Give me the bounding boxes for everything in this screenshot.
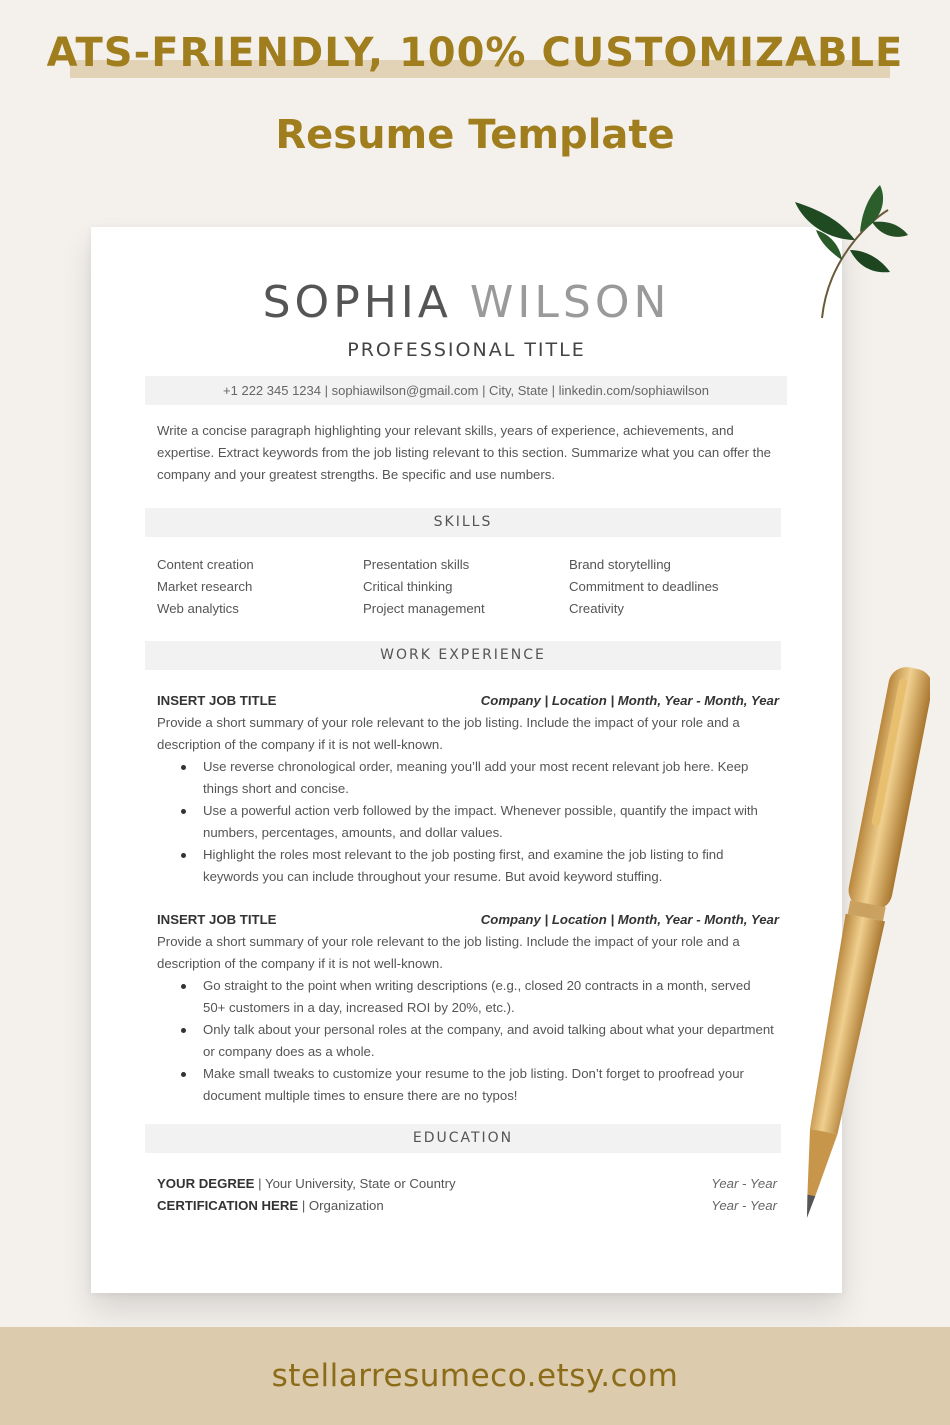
job-header <box>157 909 779 931</box>
professional-title: PROFESSIONAL TITLE <box>347 339 586 361</box>
bullet-item <box>157 756 779 800</box>
work-experience-heading: WORK EXPERIENCE <box>145 641 781 670</box>
certification-detail: | Organization <box>298 1198 384 1213</box>
bullet-text: Use reverse chronological order, meaning you’ll add your most recent relevant job here. Keep things short and concise. <box>203 759 749 796</box>
skill-item: Market research <box>157 579 253 594</box>
bullet-item <box>157 800 779 844</box>
headline-block <box>0 0 950 100</box>
job-summary: Provide a short summary of your role relevant to the job listing. Include the impact of your role and a description of the company if it is not well-known. <box>157 715 740 752</box>
skill-item: Presentation skills <box>363 557 470 572</box>
skills-column <box>569 554 775 620</box>
resume-name <box>91 277 842 328</box>
job-meta: Company | Location | Month, Year - Month, Year <box>480 912 779 927</box>
skill-item: Web analytics <box>157 601 239 616</box>
skills-column <box>157 554 363 620</box>
job-title: INSERT JOB TITLE <box>157 693 277 708</box>
bullet-icon <box>181 853 186 858</box>
job-bullets <box>157 975 779 1107</box>
education-years: Year - Year <box>711 1198 777 1213</box>
job-summary: Provide a short summary of your role relevant to the job listing. Include the impact of your role and a description of the company if it is not well-known. <box>157 934 740 971</box>
gold-pen-icon <box>790 655 930 1230</box>
bullet-icon <box>181 984 186 989</box>
bullet-item <box>157 844 779 888</box>
summary-paragraph: Write a concise paragraph highlighting your relevant skills, years of experience, achievements, and expertise. Extract keywords from the job listing relevant to this section. Summarize what you can offer the company and your greatest strengths. Be specific and use numbers. <box>157 423 771 482</box>
bullet-icon <box>181 809 186 814</box>
education-row <box>157 1173 777 1195</box>
resume-page <box>91 227 842 1293</box>
bullet-text: Go straight to the point when writing descriptions (e.g., closed 20 contracts in a month, served 50+ customers in a day, increased ROI by 20%, etc.). <box>203 978 751 1015</box>
education-entry <box>157 1195 384 1217</box>
education-entry <box>157 1173 456 1195</box>
skill-item: Project management <box>363 601 485 616</box>
shop-url[interactable]: stellarresumeco.etsy.com <box>271 1358 679 1394</box>
bullet-text: Highlight the roles most relevant to the job posting first, and examine the job listing to find keywords you can include throughout your resume. But avoid keyword stuffing. <box>203 847 724 884</box>
education-row <box>157 1195 777 1217</box>
job-entry <box>157 909 779 1107</box>
bullet-text: Use a powerful action verb followed by the impact. Whenever possible, quantify the impact with numbers, percentages, amounts, and dollar values. <box>203 803 758 840</box>
degree-detail: | Your University, State or Country <box>254 1176 456 1191</box>
skills-column <box>363 554 569 620</box>
skill-item: Content creation <box>157 557 254 572</box>
education-heading: EDUCATION <box>145 1124 781 1153</box>
skill-item: Commitment to deadlines <box>569 579 719 594</box>
job-title: INSERT JOB TITLE <box>157 912 277 927</box>
skill-item: Creativity <box>569 601 624 616</box>
skills-heading: SKILLS <box>145 508 781 537</box>
headline: ATS-FRIENDLY, 100% CUSTOMIZABLE <box>46 30 904 76</box>
degree-label: YOUR DEGREE <box>157 1176 255 1191</box>
plant-leaves-icon <box>780 180 910 320</box>
bullet-text: Only talk about your personal roles at the company, and avoid talking about what your department or company does as a whole. <box>203 1022 774 1059</box>
bullet-item <box>157 975 779 1019</box>
bullet-text: Make small tweaks to customize your resume to the job listing. Don’t forget to proofread your document multiple times to ensure there are no typos! <box>203 1066 744 1103</box>
first-name: SOPHIA <box>262 277 452 328</box>
last-name: WILSON <box>469 277 671 328</box>
education-years: Year - Year <box>711 1176 777 1191</box>
skill-item: Brand storytelling <box>569 557 671 572</box>
shop-footer <box>0 1327 950 1425</box>
job-bullets <box>157 756 779 888</box>
bullet-item <box>157 1063 779 1107</box>
bullet-icon <box>181 765 186 770</box>
banner <box>0 0 950 158</box>
skills-grid <box>157 554 777 620</box>
skill-item: Critical thinking <box>363 579 453 594</box>
subheadline: Resume Template <box>275 112 675 158</box>
bullet-item <box>157 1019 779 1063</box>
contact-bar: +1 222 345 1234 | sophiawilson@gmail.com | City, State | linkedin.com/sophiawilson <box>145 376 787 405</box>
job-entry <box>157 690 779 888</box>
bullet-icon <box>181 1072 186 1077</box>
bullet-icon <box>181 1028 186 1033</box>
certification-label: CERTIFICATION HERE <box>157 1198 299 1213</box>
job-header <box>157 690 779 712</box>
job-meta: Company | Location | Month, Year - Month, Year <box>480 693 779 708</box>
